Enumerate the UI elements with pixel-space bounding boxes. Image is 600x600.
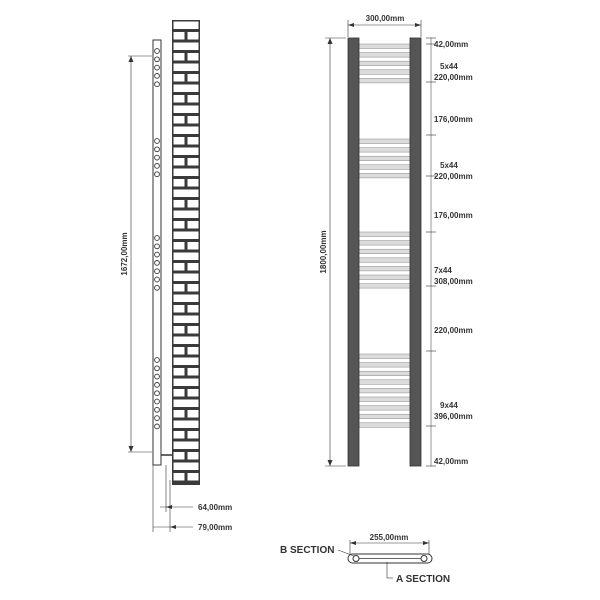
brick <box>188 53 199 61</box>
towel-bar <box>359 165 410 170</box>
brick <box>174 74 185 82</box>
towel-bar <box>359 139 410 144</box>
brick <box>188 263 199 271</box>
front-height-label: 1800,00mm <box>319 230 328 274</box>
label-group4-count: 9x44 <box>440 401 458 410</box>
towel-bar <box>359 354 410 359</box>
bar-hole <box>155 416 160 421</box>
brick <box>174 190 199 198</box>
label-group3-count: 7x44 <box>434 266 452 275</box>
brick <box>174 295 199 303</box>
brick <box>174 347 185 355</box>
brick <box>174 137 185 145</box>
towel-bar <box>359 423 410 428</box>
towel-bar <box>359 173 410 178</box>
brick <box>174 148 199 156</box>
section-width-label: 255,00mm <box>369 533 409 542</box>
bar-hole <box>155 147 160 152</box>
towel-bar <box>359 53 410 58</box>
brick <box>174 368 185 376</box>
bar-hole <box>155 74 160 79</box>
brick <box>174 53 185 61</box>
label-gap2: 176,00mm <box>434 211 473 220</box>
brick <box>188 116 199 124</box>
bar-hole <box>155 139 160 144</box>
brick <box>174 106 199 114</box>
brick <box>188 74 199 82</box>
label-top-margin: 42,00mm <box>434 40 469 49</box>
brick <box>174 158 185 166</box>
a-section-label: A SECTION <box>396 574 451 585</box>
towel-bar <box>359 232 410 237</box>
brick <box>174 179 185 187</box>
brick <box>174 274 199 282</box>
towel-bar <box>359 275 410 280</box>
bar-hole <box>155 244 160 249</box>
brick <box>174 326 185 334</box>
left-column <box>348 38 359 466</box>
label-gap3: 220,00mm <box>434 326 473 335</box>
brick <box>174 337 199 345</box>
depth-label-64: 64,00mm <box>198 503 233 512</box>
brick <box>188 431 199 439</box>
towel-bar <box>359 380 410 385</box>
brick <box>188 137 199 145</box>
brick <box>174 85 199 93</box>
bar-hole <box>155 424 160 429</box>
towel-bar <box>359 78 410 83</box>
right-column <box>410 38 421 466</box>
brick <box>188 410 199 418</box>
towel-bar <box>359 363 410 368</box>
bar-hole <box>155 407 160 412</box>
label-group3-length: 308,00mm <box>434 277 473 286</box>
b-section-label: B SECTION <box>280 545 335 556</box>
brick <box>188 305 199 313</box>
bar-hole <box>155 236 160 241</box>
brick <box>174 410 185 418</box>
brick <box>174 400 199 408</box>
brick <box>188 347 199 355</box>
label-gap1: 176,00mm <box>434 115 473 124</box>
depth-label-79: 79,00mm <box>198 523 233 532</box>
section-view <box>280 533 450 585</box>
bar-hole <box>155 57 160 62</box>
brick <box>188 452 199 460</box>
label-group2-length: 220,00mm <box>434 172 473 181</box>
brick <box>174 95 185 103</box>
brick <box>174 389 185 397</box>
bar-hole <box>155 49 160 54</box>
brick <box>174 116 185 124</box>
brick <box>174 232 199 240</box>
brick <box>174 64 199 72</box>
brick <box>174 442 199 450</box>
label-group1-length: 220,00mm <box>434 73 473 82</box>
brick <box>174 221 185 229</box>
brick <box>174 358 199 366</box>
towel-bar <box>359 371 410 376</box>
towel-bar <box>359 148 410 153</box>
brick <box>174 284 185 292</box>
bar-hole <box>155 164 160 169</box>
brick <box>174 242 185 250</box>
brick <box>188 158 199 166</box>
label-group1-count: 5x44 <box>440 62 458 71</box>
towel-bar <box>359 258 410 263</box>
brick <box>188 200 199 208</box>
bar-hole <box>155 399 160 404</box>
bar-hole <box>155 383 160 388</box>
brick <box>174 169 199 177</box>
towel-bar <box>359 406 410 411</box>
bar-hole <box>155 252 160 257</box>
brick <box>188 389 199 397</box>
towel-bar <box>359 388 410 393</box>
brick <box>174 43 199 51</box>
label-group2-count: 5x44 <box>440 161 458 170</box>
towel-bar <box>359 284 410 289</box>
section-right-tube <box>421 556 427 562</box>
label-bottom-margin: 42,00mm <box>434 457 469 466</box>
brick <box>174 211 199 219</box>
towel-bar <box>359 249 410 254</box>
brick <box>188 32 199 40</box>
right-dimension-chain <box>426 38 473 466</box>
brick <box>188 284 199 292</box>
bar-hole <box>155 82 160 87</box>
front-width-label: 300,00mm <box>365 14 405 23</box>
bar-hole <box>155 261 160 266</box>
brick <box>188 221 199 229</box>
brick <box>188 179 199 187</box>
towel-bar <box>359 70 410 75</box>
brick <box>188 368 199 376</box>
front-height-dimension <box>319 38 346 466</box>
towel-bars <box>359 44 410 427</box>
side-view <box>120 20 232 532</box>
brick-wall <box>172 20 200 485</box>
brick <box>174 421 199 429</box>
towel-bar <box>359 241 410 246</box>
towel-bar <box>359 414 410 419</box>
brick <box>188 473 199 481</box>
brick <box>174 452 185 460</box>
brick <box>174 316 199 324</box>
brick <box>174 473 185 481</box>
bar-hole <box>155 277 160 282</box>
bar-hole <box>155 374 160 379</box>
brick <box>188 242 199 250</box>
brick <box>188 95 199 103</box>
brick <box>174 305 185 313</box>
brick <box>174 127 199 135</box>
towel-bar <box>359 266 410 271</box>
bar-hole <box>155 366 160 371</box>
bar-hole <box>155 65 160 70</box>
side-height-dimension <box>120 56 152 452</box>
towel-bar <box>359 156 410 161</box>
brick <box>174 32 185 40</box>
brick <box>188 326 199 334</box>
brick <box>174 200 185 208</box>
bar-hole <box>155 269 160 274</box>
bar-hole <box>155 155 160 160</box>
bar-hole <box>155 358 160 363</box>
towel-bar <box>359 44 410 49</box>
bar-hole <box>155 391 160 396</box>
brick <box>174 379 199 387</box>
towel-bar <box>359 61 410 65</box>
bar-hole <box>155 172 160 177</box>
label-group4-length: 396,00mm <box>434 412 473 421</box>
brick <box>174 22 199 30</box>
brick <box>174 253 199 261</box>
side-height-label: 1672,00mm <box>120 232 129 276</box>
bar-hole <box>155 285 160 290</box>
towel-bar <box>359 397 410 402</box>
brick <box>174 431 185 439</box>
section-left-tube <box>353 556 359 562</box>
brick <box>174 463 199 471</box>
front-width-dimension <box>348 14 421 37</box>
front-view <box>319 14 473 466</box>
brick <box>174 263 185 271</box>
